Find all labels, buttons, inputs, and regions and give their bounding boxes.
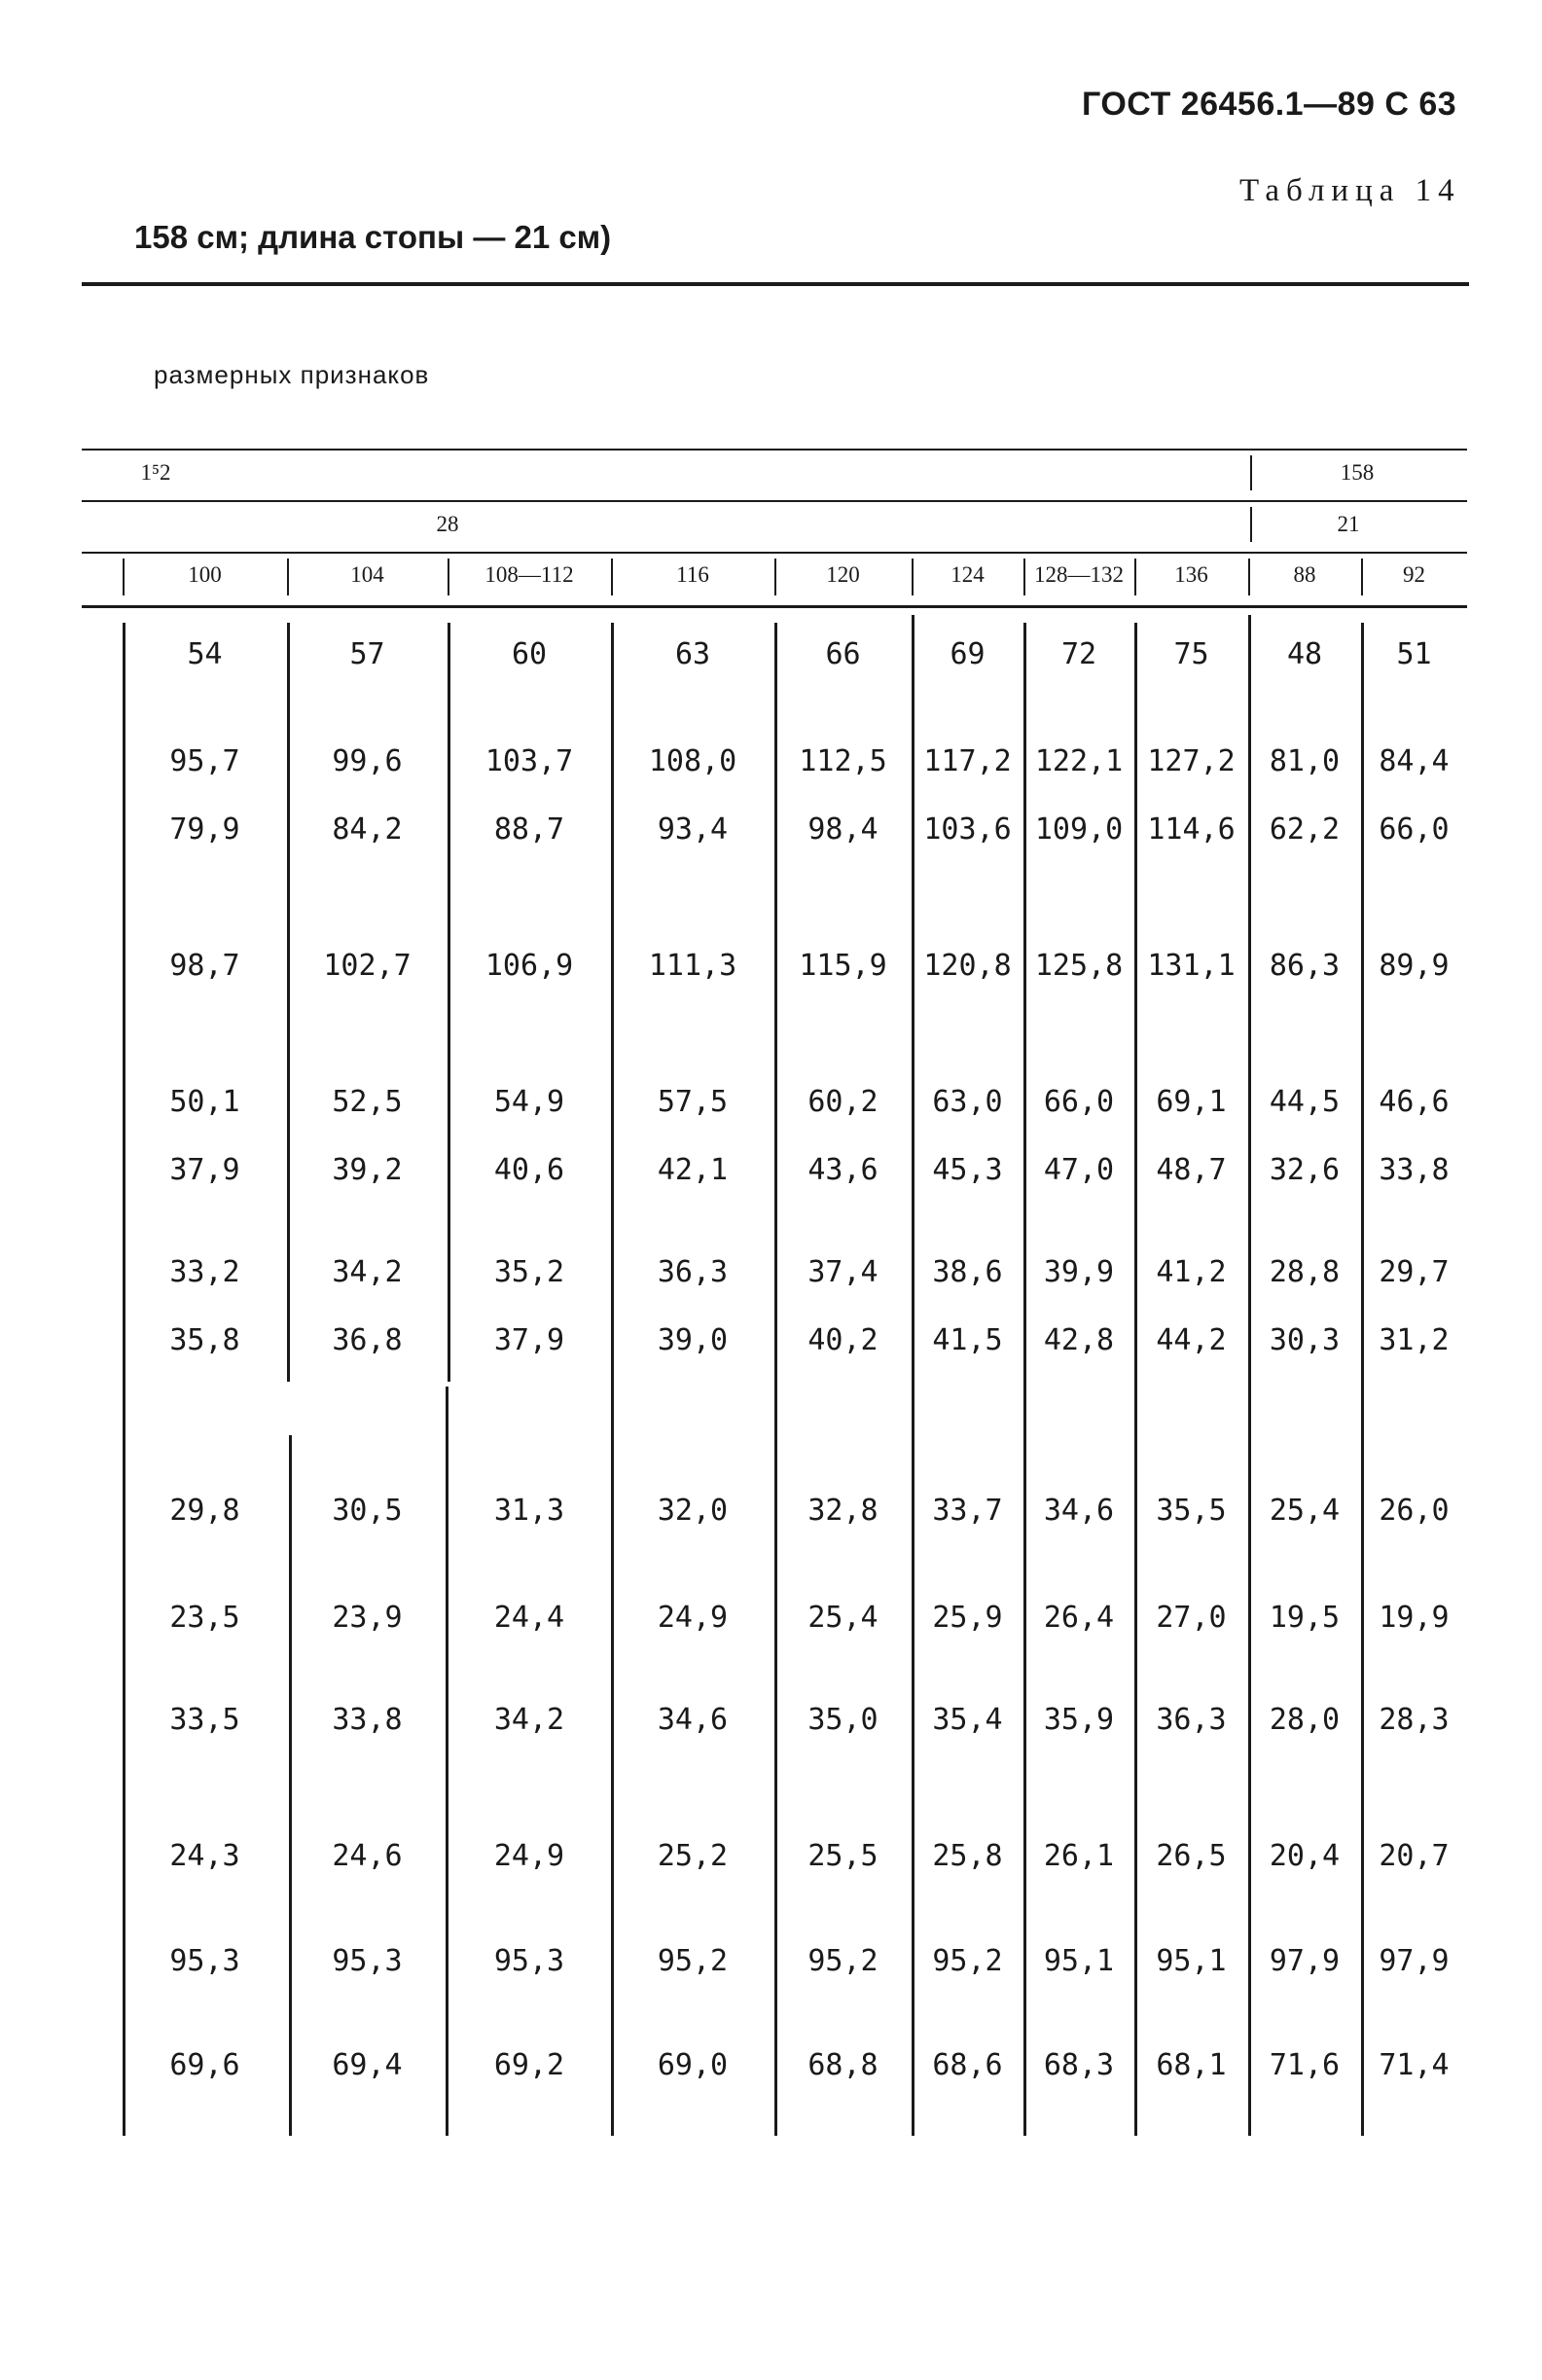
table-cell: 75: [1173, 637, 1209, 671]
table-cell: 26,0: [1379, 1494, 1450, 1528]
table-cell: 97,9: [1379, 1944, 1450, 1978]
table-cell: 28,3: [1379, 1703, 1450, 1737]
header-column-divider: [611, 559, 613, 595]
table-cell: 36,3: [1156, 1703, 1227, 1737]
table-cell: 66,0: [1043, 1085, 1115, 1119]
table-cell: 68,3: [1043, 2048, 1115, 2082]
table-cell: 111,3: [648, 949, 737, 983]
header-column-divider: [774, 559, 776, 595]
table-cell: 95,1: [1043, 1944, 1115, 1978]
table-cell: 69: [950, 637, 986, 671]
table-cell: 89,9: [1379, 949, 1450, 983]
table-cell: 108,0: [648, 744, 737, 778]
table-cell: 39,9: [1043, 1255, 1115, 1289]
table-cell: 30,3: [1269, 1323, 1341, 1357]
header-rule-4: [82, 605, 1467, 608]
table-cell: 57,5: [657, 1085, 729, 1119]
body-column-divider: [1361, 623, 1364, 2136]
table-cell: 23,5: [169, 1601, 240, 1635]
table-cell: 99,6: [332, 744, 403, 778]
header-column-divider: [1023, 559, 1025, 595]
table-cell: 35,2: [493, 1255, 565, 1289]
table-cell: 127,2: [1147, 744, 1236, 778]
table-cell: 24,3: [169, 1839, 240, 1873]
table-cell: 42,1: [657, 1153, 729, 1187]
table-cell: 26,4: [1043, 1601, 1115, 1635]
table-cell: 57: [349, 637, 385, 671]
standard-reference: ГОСТ 26456.1—89 С 63: [1082, 86, 1457, 123]
table-cell: 81,0: [1269, 744, 1341, 778]
foot-group-right: 21: [1337, 512, 1360, 536]
table-cell: 54: [187, 637, 223, 671]
header-rule-3: [82, 552, 1467, 554]
table-cell: 36,8: [332, 1323, 403, 1357]
table-cell: 34,2: [332, 1255, 403, 1289]
column-header: 136: [1174, 562, 1208, 587]
table-cell: 46,6: [1379, 1085, 1450, 1119]
table-cell: 31,3: [493, 1494, 565, 1528]
table-cell: 35,5: [1156, 1494, 1227, 1528]
table-cell: 25,4: [807, 1601, 879, 1635]
height-group-right: 158: [1340, 460, 1375, 485]
table-cell: 42,8: [1043, 1323, 1115, 1357]
table-cell: 24,9: [657, 1601, 729, 1635]
table-cell: 26,1: [1043, 1839, 1115, 1873]
column-header: 88: [1293, 562, 1316, 587]
table-cell: 19,9: [1379, 1601, 1450, 1635]
table-cell: 98,7: [169, 949, 240, 983]
table-cell: 28,0: [1269, 1703, 1341, 1737]
table-cell: 84,4: [1379, 744, 1450, 778]
table-cell: 33,8: [332, 1703, 403, 1737]
table-cell: 33,2: [169, 1255, 240, 1289]
table-cell: 71,6: [1269, 2048, 1341, 2082]
table-cell: 30,5: [332, 1494, 403, 1528]
table-cell: 63,0: [932, 1085, 1003, 1119]
header-rule-2: [82, 500, 1467, 502]
table-cell: 32,8: [807, 1494, 879, 1528]
table-cell: 44,2: [1156, 1323, 1227, 1357]
table-cell: 69,4: [332, 2048, 403, 2082]
table-cell: 35,9: [1043, 1703, 1115, 1737]
table-cell: 106,9: [484, 949, 574, 983]
table-cell: 29,7: [1379, 1255, 1450, 1289]
group-divider-height: [1250, 455, 1252, 490]
table-cell: 69,2: [493, 2048, 565, 2082]
table-cell: 48: [1286, 637, 1323, 671]
table-cell: 39,2: [332, 1153, 403, 1187]
table-cell: 93,4: [657, 812, 729, 847]
header-column-divider: [1134, 559, 1136, 595]
table-cell: 35,0: [807, 1703, 879, 1737]
table-cell: 24,6: [332, 1839, 403, 1873]
table-cell: 109,0: [1034, 812, 1124, 847]
body-column-divider: [123, 623, 126, 2136]
table-cell: 39,0: [657, 1323, 729, 1357]
column-header: 100: [188, 562, 222, 587]
table-cell: 69,6: [169, 2048, 240, 2082]
table-cell: 26,5: [1156, 1839, 1227, 1873]
table-cell: 122,1: [1034, 744, 1124, 778]
table-cell: 20,4: [1269, 1839, 1341, 1873]
table-cell: 36,3: [657, 1255, 729, 1289]
table-cell: 23,9: [332, 1601, 403, 1635]
table-cell: 34,6: [1043, 1494, 1115, 1528]
table-cell: 66: [825, 637, 861, 671]
body-column-divider: [774, 623, 777, 2136]
table-cell: 95,1: [1156, 1944, 1227, 1978]
table-cell: 41,5: [932, 1323, 1003, 1357]
table-cell: 102,7: [323, 949, 412, 983]
table-cell: 79,9: [169, 812, 240, 847]
table-subtitle: 158 см; длина стопы — 21 см): [134, 219, 612, 255]
table-cell: 28,8: [1269, 1255, 1341, 1289]
table-cell: 29,8: [169, 1494, 240, 1528]
table-cell: 84,2: [332, 812, 403, 847]
table-cell: 41,2: [1156, 1255, 1227, 1289]
table-caption: размерных признаков: [154, 360, 430, 389]
header-column-divider: [1361, 559, 1363, 595]
table-cell: 95,3: [332, 1944, 403, 1978]
table-cell: 60: [511, 637, 548, 671]
header-column-divider: [1248, 559, 1250, 595]
table-cell: 131,1: [1147, 949, 1236, 983]
table-cell: 86,3: [1269, 949, 1341, 983]
table-cell: 25,2: [657, 1839, 729, 1873]
table-cell: 120,8: [923, 949, 1012, 983]
table-cell: 103,6: [923, 812, 1012, 847]
table-cell: 20,7: [1379, 1839, 1450, 1873]
table-cell: 37,9: [169, 1153, 240, 1187]
table-cell: 34,6: [657, 1703, 729, 1737]
header-column-divider: [448, 559, 449, 595]
table-cell: 27,0: [1156, 1601, 1227, 1635]
table-cell: 25,5: [807, 1839, 879, 1873]
header-column-divider: [123, 559, 125, 595]
column-header: 92: [1403, 562, 1425, 587]
table-cell: 97,9: [1269, 1944, 1341, 1978]
table-cell: 95,3: [493, 1944, 565, 1978]
table-cell: 68,6: [932, 2048, 1003, 2082]
foot-group-left: 28: [436, 512, 459, 536]
table-cell: 48,7: [1156, 1153, 1227, 1187]
table-cell: 95,2: [932, 1944, 1003, 1978]
table-cell: 37,4: [807, 1255, 879, 1289]
table-cell: 54,9: [493, 1085, 565, 1119]
table-cell: 114,6: [1147, 812, 1236, 847]
body-column-divider: [289, 1435, 292, 2136]
column-header: 108—112: [484, 562, 574, 587]
header-column-divider: [912, 559, 914, 595]
table-cell: 35,8: [169, 1323, 240, 1357]
table-cell: 115,9: [799, 949, 887, 983]
table-cell: 98,4: [807, 812, 879, 847]
table-cell: 50,1: [169, 1085, 240, 1119]
table-cell: 35,4: [932, 1703, 1003, 1737]
table-cell: 95,2: [807, 1944, 879, 1978]
table-cell: 33,5: [169, 1703, 240, 1737]
table-cell: 25,8: [932, 1839, 1003, 1873]
column-header: 128—132: [1034, 562, 1124, 587]
header-rule-1: [82, 449, 1467, 451]
column-header: 116: [676, 562, 709, 587]
height-group-left: 1⁵2: [140, 460, 171, 485]
table-cell: 68,1: [1156, 2048, 1227, 2082]
table-cell: 19,5: [1269, 1601, 1341, 1635]
table-cell: 32,0: [657, 1494, 729, 1528]
table-label: Таблица 14: [1239, 173, 1461, 208]
table-cell: 95,3: [169, 1944, 240, 1978]
table-cell: 112,5: [799, 744, 887, 778]
header-column-divider: [287, 559, 289, 595]
table-cell: 43,6: [807, 1153, 879, 1187]
table-cell: 47,0: [1043, 1153, 1115, 1187]
table-cell: 68,8: [807, 2048, 879, 2082]
group-divider-foot: [1250, 507, 1252, 542]
column-header: 120: [826, 562, 860, 587]
table-cell: 72: [1060, 637, 1097, 671]
table-cell: 69,0: [657, 2048, 729, 2082]
table-cell: 95,2: [657, 1944, 729, 1978]
table-cell: 25,4: [1269, 1494, 1341, 1528]
table-cell: 37,9: [493, 1323, 565, 1357]
table-cell: 33,8: [1379, 1153, 1450, 1187]
table-cell: 25,9: [932, 1601, 1003, 1635]
column-header: 104: [350, 562, 384, 587]
table-cell: 117,2: [923, 744, 1012, 778]
body-column-divider: [611, 623, 614, 2136]
table-cell: 44,5: [1269, 1085, 1341, 1119]
table-cell: 38,6: [932, 1255, 1003, 1289]
table-cell: 125,8: [1034, 949, 1124, 983]
table-cell: 88,7: [493, 812, 565, 847]
table-cell: 32,6: [1269, 1153, 1341, 1187]
table-cell: 24,4: [493, 1601, 565, 1635]
table-cell: 45,3: [932, 1153, 1003, 1187]
top-rule: [82, 282, 1469, 286]
table-cell: 33,7: [932, 1494, 1003, 1528]
table-cell: 63: [674, 637, 711, 671]
table-cell: 95,7: [169, 744, 240, 778]
table-cell: 71,4: [1379, 2048, 1450, 2082]
body-column-divider: [1023, 623, 1026, 2136]
table-cell: 34,2: [493, 1703, 565, 1737]
table-cell: 62,2: [1269, 812, 1341, 847]
body-column-divider: [1134, 623, 1137, 2136]
table-cell: 66,0: [1379, 812, 1450, 847]
table-cell: 40,2: [807, 1323, 879, 1357]
table-cell: 69,1: [1156, 1085, 1227, 1119]
table-cell: 60,2: [807, 1085, 879, 1119]
table-cell: 24,9: [493, 1839, 565, 1873]
column-header: 124: [950, 562, 985, 587]
table-cell: 103,7: [484, 744, 574, 778]
table-cell: 51: [1396, 637, 1432, 671]
table-cell: 31,2: [1379, 1323, 1450, 1357]
table-cell: 40,6: [493, 1153, 565, 1187]
table-cell: 52,5: [332, 1085, 403, 1119]
